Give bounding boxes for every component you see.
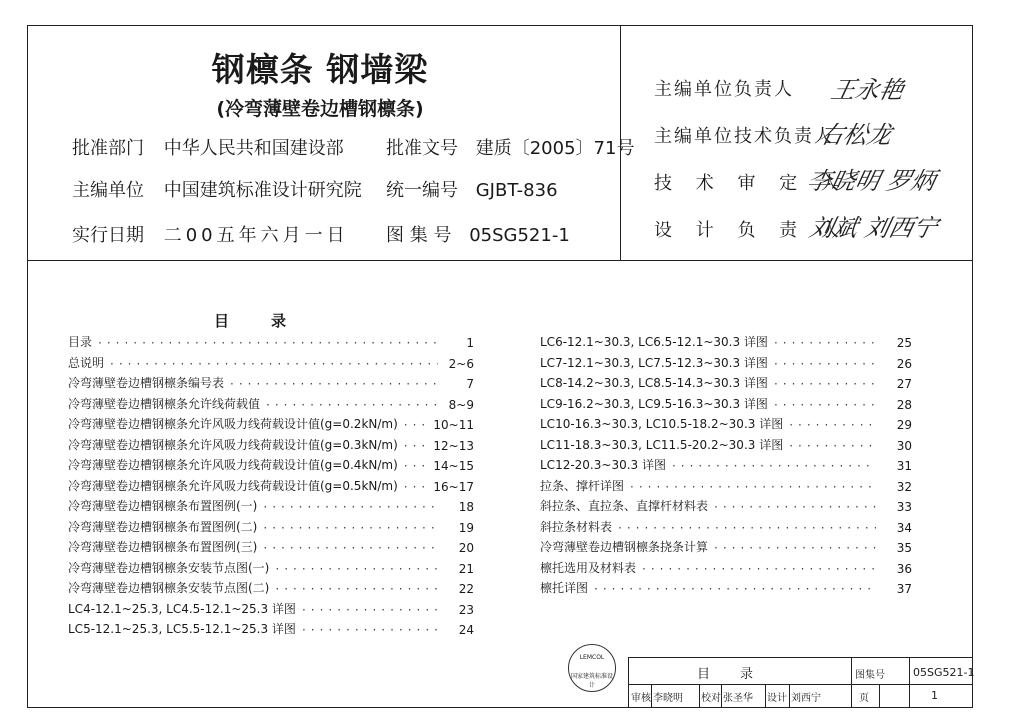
toc-leader-dots (774, 357, 876, 371)
toc-leader-dots (263, 521, 438, 535)
toc-entry-text: LC10-16.3~30.3, LC10.5-18.2~30.3 详图 (540, 417, 784, 431)
toc-entry (68, 392, 474, 412)
toc-leader-dots (263, 500, 438, 514)
stamp-top-text: LEMCOL (579, 654, 605, 661)
stamp-bottom-text: 国家建筑标准设计 (570, 673, 613, 689)
toc-entry (540, 330, 912, 350)
effective-date-label: 实行日期 (72, 225, 144, 246)
toc-entry-page: 26 (896, 356, 912, 371)
toc-entry-page: 8~9 (448, 397, 474, 412)
toc-entry-page: 12~13 (433, 438, 474, 453)
toc-leader-dots (618, 521, 876, 535)
toc-entry (540, 576, 912, 596)
approval-dept-label: 批准部门 (72, 138, 144, 159)
toc-entry-text: 斜拉条、直拉条、直撑杆材料表 (540, 499, 709, 513)
toc-leader-dots (672, 459, 876, 473)
tb-check-label: 校对 (701, 693, 721, 704)
toc-leader-dots (789, 418, 876, 432)
unified-no-label: 统一编号 (386, 180, 458, 201)
toc-leader-dots (110, 357, 438, 371)
toc-entry-page: 27 (896, 377, 912, 391)
toc-entry (540, 392, 912, 412)
toc-leader-dots (404, 439, 428, 453)
toc-entry (68, 453, 474, 473)
tb-vline (909, 658, 910, 707)
approval-dept (72, 134, 344, 160)
toc-entry-text: 冷弯薄壁卷边槽钢檩条安装节点图(一) (68, 560, 270, 575)
unified-no-value: GJBT-836 (475, 180, 558, 201)
toc-entry-page: 24 (458, 623, 474, 637)
toc-entry-text: LC6-12.1~30.3, LC6.5-12.1~30.3 详图 (540, 335, 768, 349)
tb-atlas-value: 05SG521-1 (913, 666, 975, 679)
signature-chief-unit: 王永艳 (828, 76, 907, 104)
toc-entry-text: 冷弯薄壁卷边槽钢檩条挠条计算 (540, 540, 709, 554)
toc-entry (68, 494, 474, 514)
toc-entry (68, 371, 474, 391)
signature-design: 刘斌 刘西宁 (806, 214, 941, 242)
tb-design-label: 设计 (767, 693, 787, 704)
toc-leader-dots (275, 562, 438, 576)
signature-review: 李晓明 罗炳 (804, 167, 939, 195)
toc-entry-page: 7 (466, 377, 474, 391)
toc-entry (68, 576, 474, 596)
toc-entry (68, 433, 474, 453)
toc-entry (540, 412, 912, 432)
chief-unit-value: 中国建筑标准设计研究院 (163, 180, 362, 201)
resp-label-design: 设 计 负 责 人 (654, 220, 848, 241)
toc-entry-page: 37 (896, 582, 912, 596)
atlas-no-label: 图 集 号 (386, 225, 452, 246)
toc-leader-dots (789, 439, 876, 453)
toc-entry-text: 斜拉条材料表 (540, 519, 613, 534)
toc-leader-dots (404, 459, 428, 473)
toc-entry-text: 檩托选用及材料表 (540, 560, 637, 575)
toc-leader-dots (263, 541, 438, 555)
resp-label-review: 技 术 审 定 人 (654, 173, 848, 194)
tb-vline (765, 684, 766, 707)
approval-doc (386, 134, 634, 160)
toc-entry-page: 33 (896, 500, 912, 514)
toc-entry (68, 330, 474, 350)
toc-entry-page: 19 (458, 520, 474, 535)
tb-vline (699, 684, 700, 707)
tb-vline (851, 658, 852, 707)
title-block (628, 657, 973, 708)
toc-title: 目录 (214, 312, 329, 330)
atlas-no (386, 221, 570, 247)
toc-entry-text: 冷弯薄壁卷边槽钢檩条布置图例(一) (68, 499, 258, 513)
tb-vline (721, 684, 722, 707)
toc-entry-page: 20 (458, 541, 474, 555)
toc-entry-text: 冷弯薄壁卷边槽钢檩条允许风吸力线荷载设计值(g=0.3kN/m) (68, 437, 398, 452)
toc-leader-dots (275, 582, 438, 596)
tb-sheet-name: 目录 (696, 667, 783, 682)
toc-entry (540, 453, 912, 473)
toc-entry-page: 36 (896, 561, 912, 576)
toc-entry-page: 10~11 (433, 418, 474, 432)
toc-entry (68, 535, 474, 555)
toc-entry (68, 515, 474, 535)
toc-entry-page: 1 (466, 336, 474, 350)
toc-entry (68, 556, 474, 576)
toc-entry-text: 冷弯薄壁卷边槽钢檩条允许风吸力线荷载设计值(g=0.4kN/m) (68, 458, 398, 472)
toc-entry (540, 556, 912, 576)
toc-entry-page: 18 (458, 500, 474, 514)
toc-leader-dots (302, 603, 438, 617)
toc-entry (540, 371, 912, 391)
tb-page-value: 1 (931, 689, 938, 702)
toc-entry-page: 32 (896, 479, 912, 494)
toc-entry-text: LC9-16.2~30.3, LC9.5-16.3~30.3 详图 (540, 396, 768, 411)
toc-entry (540, 535, 912, 555)
toc-entry-text: LC12-20.3~30.3 详图 (540, 458, 666, 472)
toc-leader-dots (230, 377, 438, 391)
tb-review-name: 李晓明 (653, 693, 683, 704)
toc-entry (68, 597, 474, 617)
toc-entry-page: 25 (896, 336, 912, 350)
toc-entry (540, 351, 912, 371)
toc-leader-dots (774, 377, 876, 391)
toc-entry-page: 14~15 (433, 459, 474, 473)
toc-entry-page: 30 (896, 438, 912, 453)
tb-check-name: 张圣华 (723, 693, 753, 704)
toc-entry-text: LC5-12.1~25.3, LC5.5-12.1~25.3 详图 (68, 622, 296, 636)
toc-entry-text: 冷弯薄壁卷边槽钢檩条布置图例(三) (68, 540, 258, 554)
chief-unit-label: 主编单位 (72, 180, 144, 201)
toc-leader-dots (774, 398, 876, 412)
atlas-no-value: 05SG521-1 (469, 225, 570, 246)
toc-entry-page: 2~6 (448, 356, 474, 371)
toc-entry (68, 617, 474, 637)
unified-no (386, 176, 558, 202)
effective-date-value: 二00五年六月一日 (163, 225, 349, 246)
toc-leader-dots (642, 562, 876, 576)
toc-entry-text: LC7-12.1~30.3, LC7.5-12.3~30.3 详图 (540, 355, 768, 370)
toc-entry-page: 29 (896, 418, 912, 432)
page-subtitle: (冷弯薄壁卷边槽钢檩条) (216, 98, 424, 120)
toc-entry-text: 目录 (68, 335, 93, 349)
tb-vline (879, 684, 880, 707)
resp-label-chief-unit: 主编单位负责人 (654, 79, 794, 100)
toc-leader-dots (404, 418, 428, 432)
approval-doc-value: 建质〔2005〕71号 (475, 138, 635, 159)
toc-entry-text: LC11-18.3~30.3, LC11.5-20.2~30.3 详图 (540, 437, 784, 452)
toc-entry-text: 冷弯薄壁卷边槽钢檩条允许风吸力线荷载设计值(g=0.2kN/m) (68, 417, 398, 431)
toc-leader-dots (98, 336, 438, 350)
toc-entry-page: 23 (458, 602, 474, 617)
toc-entry (540, 515, 912, 535)
toc-entry-text: 檩托详图 (540, 581, 589, 595)
tb-vline (789, 684, 790, 707)
toc-entry-text: 冷弯薄壁卷边槽钢檩条布置图例(二) (68, 519, 258, 534)
tb-vline (651, 684, 652, 707)
toc-entry (68, 474, 474, 494)
toc-entry (540, 433, 912, 453)
tb-page-label: 页 (859, 693, 869, 704)
approval-doc-label: 批准文号 (386, 138, 458, 159)
tb-review-label: 审核 (631, 693, 651, 704)
toc-entry-page: 31 (896, 459, 912, 473)
toc-entry-text: LC4-12.1~25.3, LC4.5-12.1~25.3 详图 (68, 601, 296, 616)
toc-entry (540, 494, 912, 514)
toc-entry-page: 22 (458, 582, 474, 596)
tb-atlas-label: 图集号 (855, 670, 885, 681)
toc-entry-text: 冷弯薄壁卷边槽钢檩条编号表 (68, 376, 225, 390)
resp-label-tech: 主编单位技术负责人 (654, 126, 834, 147)
toc-entry-page: 34 (896, 520, 912, 535)
toc-leader-dots (774, 336, 876, 350)
chief-unit (72, 176, 362, 202)
toc-entry-page: 35 (896, 541, 912, 555)
approval-dept-value: 中华人民共和国建设部 (163, 138, 344, 159)
toc-entry-text: 冷弯薄壁卷边槽钢檩条允许风吸力线荷载设计值(g=0.5kN/m) (68, 478, 398, 493)
page-title: 钢檩条 钢墙梁 (211, 50, 429, 89)
toc-entry-text: 拉条、撑杆详图 (540, 478, 625, 493)
toc-entry-page: 16~17 (433, 479, 474, 494)
toc-entry (68, 412, 474, 432)
tb-hline (629, 684, 972, 685)
toc-entry-text: 冷弯薄壁卷边槽钢檩条允许线荷载值 (68, 396, 261, 411)
toc-leader-dots (630, 480, 876, 494)
toc-entry-text: LC8-14.2~30.3, LC8.5-14.3~30.3 详图 (540, 376, 768, 390)
toc-entry (68, 351, 474, 371)
toc-entry-text: 总说明 (68, 355, 105, 370)
toc-leader-dots (594, 582, 876, 596)
toc-leader-dots (714, 500, 876, 514)
effective-date (72, 221, 349, 247)
standard-stamp (568, 644, 616, 692)
toc-entry (540, 474, 912, 494)
header-divider (27, 260, 973, 261)
toc-entry-text: 冷弯薄壁卷边槽钢檩条安装节点图(二) (68, 581, 270, 595)
toc-leader-dots (714, 541, 876, 555)
toc-leader-dots (266, 398, 438, 412)
toc-leader-dots (302, 623, 438, 637)
toc-leader-dots (404, 480, 428, 494)
toc-entry-page: 21 (458, 561, 474, 576)
tb-design-name: 刘西宁 (791, 693, 821, 704)
toc-entry-page: 28 (896, 397, 912, 412)
signature-tech: 右松龙 (816, 121, 895, 149)
